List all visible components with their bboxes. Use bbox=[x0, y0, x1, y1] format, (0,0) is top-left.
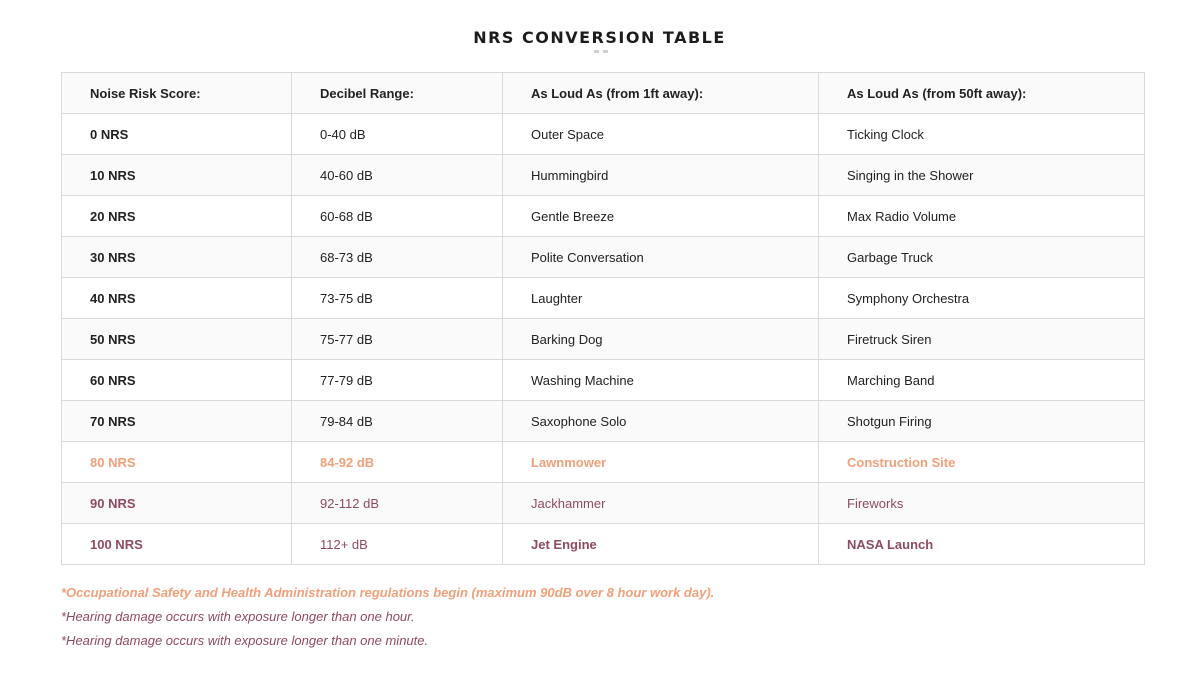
header-decibel-range: Decibel Range: bbox=[292, 73, 503, 114]
header-as-loud-as-1ft: As Loud As (from 1ft away): bbox=[503, 73, 819, 114]
table-row bbox=[62, 360, 1145, 401]
loud-as-50ft-cell: Ticking Clock bbox=[819, 114, 1145, 155]
nrs-score-cell: 100 NRS bbox=[62, 524, 292, 565]
loud-as-1ft-cell: Lawnmower bbox=[503, 442, 819, 483]
table-row bbox=[62, 237, 1145, 278]
loud-as-1ft-cell: Washing Machine bbox=[503, 360, 819, 401]
decibel-range-cell: 0-40 dB bbox=[292, 114, 503, 155]
page-title: NRS CONVERSION TABLE bbox=[473, 27, 726, 47]
decibel-range-cell: 40-60 dB bbox=[292, 155, 503, 196]
decibel-range-cell: 77-79 dB bbox=[292, 360, 503, 401]
loud-as-50ft-cell: NASA Launch bbox=[819, 524, 1145, 565]
loud-as-1ft-cell: Hummingbird bbox=[503, 155, 819, 196]
footnotes bbox=[61, 584, 714, 656]
decibel-range-cell: 112+ dB bbox=[292, 524, 503, 565]
loud-as-1ft-cell: Laughter bbox=[503, 278, 819, 319]
loud-as-1ft-cell: Saxophone Solo bbox=[503, 401, 819, 442]
decibel-range-cell: 84-92 dB bbox=[292, 442, 503, 483]
decibel-range-cell: 73-75 dB bbox=[292, 278, 503, 319]
nrs-conversion-table bbox=[61, 72, 1145, 565]
loud-as-1ft-cell: Barking Dog bbox=[503, 319, 819, 360]
loud-as-50ft-cell: Marching Band bbox=[819, 360, 1145, 401]
loud-as-50ft-cell: Symphony Orchestra bbox=[819, 278, 1145, 319]
nrs-score-cell: 60 NRS bbox=[62, 360, 292, 401]
nrs-score-cell: 70 NRS bbox=[62, 401, 292, 442]
loud-as-1ft-cell: Outer Space bbox=[503, 114, 819, 155]
table-row bbox=[62, 319, 1145, 360]
title-divider bbox=[594, 50, 608, 54]
loud-as-50ft-cell: Firetruck Siren bbox=[819, 319, 1145, 360]
table-row-osha bbox=[62, 442, 1145, 483]
nrs-score-cell: 0 NRS bbox=[62, 114, 292, 155]
table-row-hearing-damage-hour bbox=[62, 483, 1145, 524]
nrs-score-cell: 40 NRS bbox=[62, 278, 292, 319]
loud-as-50ft-cell: Fireworks bbox=[819, 483, 1145, 524]
footnote-hearing-damage-minute: *Hearing damage occurs with exposure longer than one minute. bbox=[61, 633, 429, 648]
nrs-score-cell: 90 NRS bbox=[62, 483, 292, 524]
footnote-hearing-damage-hour: *Hearing damage occurs with exposure longer than one hour. bbox=[61, 609, 415, 624]
decibel-range-cell: 75-77 dB bbox=[292, 319, 503, 360]
divider-dot bbox=[594, 50, 599, 53]
nrs-score-cell: 20 NRS bbox=[62, 196, 292, 237]
decibel-range-cell: 60-68 dB bbox=[292, 196, 503, 237]
loud-as-50ft-cell: Singing in the Shower bbox=[819, 155, 1145, 196]
loud-as-1ft-cell: Gentle Breeze bbox=[503, 196, 819, 237]
table-row bbox=[62, 196, 1145, 237]
decibel-range-cell: 79-84 dB bbox=[292, 401, 503, 442]
nrs-score-cell: 10 NRS bbox=[62, 155, 292, 196]
divider-dot bbox=[603, 50, 608, 53]
decibel-range-cell: 68-73 dB bbox=[292, 237, 503, 278]
loud-as-50ft-cell: Max Radio Volume bbox=[819, 196, 1145, 237]
loud-as-1ft-cell: Polite Conversation bbox=[503, 237, 819, 278]
table-row bbox=[62, 155, 1145, 196]
nrs-score-cell: 30 NRS bbox=[62, 237, 292, 278]
loud-as-1ft-cell: Jackhammer bbox=[503, 483, 819, 524]
table-row bbox=[62, 278, 1145, 319]
table-row bbox=[62, 401, 1145, 442]
loud-as-50ft-cell: Garbage Truck bbox=[819, 237, 1145, 278]
nrs-score-cell: 50 NRS bbox=[62, 319, 292, 360]
nrs-score-cell: 80 NRS bbox=[62, 442, 292, 483]
loud-as-50ft-cell: Shotgun Firing bbox=[819, 401, 1145, 442]
decibel-range-cell: 92-112 dB bbox=[292, 483, 503, 524]
loud-as-1ft-cell: Jet Engine bbox=[503, 524, 819, 565]
table-row bbox=[62, 114, 1145, 155]
loud-as-50ft-cell: Construction Site bbox=[819, 442, 1145, 483]
header-as-loud-as-50ft: As Loud As (from 50ft away): bbox=[819, 73, 1145, 114]
footnote-osha: *Occupational Safety and Health Administration regulations begin (maximum 90dB over 8 hour work day). bbox=[61, 585, 715, 600]
header-noise-risk-score: Noise Risk Score: bbox=[62, 73, 292, 114]
table-row-hearing-damage-minute bbox=[62, 524, 1145, 565]
table-header-row bbox=[62, 73, 1145, 114]
